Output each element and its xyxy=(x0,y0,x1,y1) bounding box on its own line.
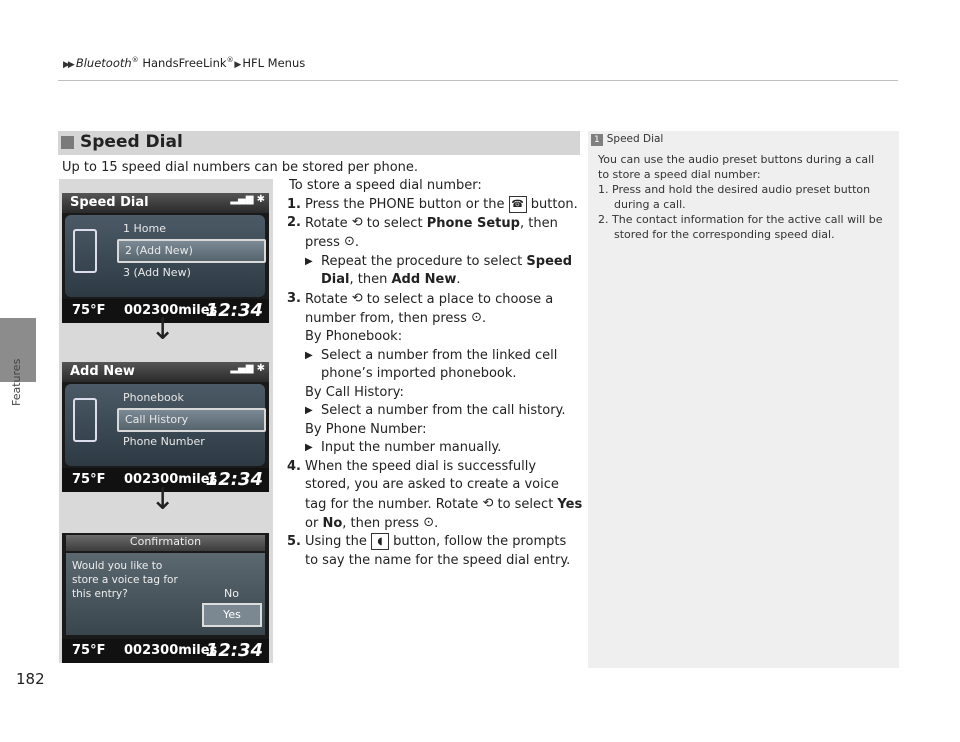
signal-bluetooth-icon: ▂▄▆ ✱ xyxy=(230,363,265,374)
temperature: 75°F xyxy=(72,472,106,487)
section-square-icon xyxy=(61,136,74,149)
temperature: 75°F xyxy=(72,643,106,658)
down-arrow-icon: ↓ xyxy=(150,312,176,347)
steps-lead: To store a speed dial number: xyxy=(289,178,482,193)
breadcrumb-handsfreelink: HandsFreeLink xyxy=(138,56,227,70)
breadcrumb-arrow-icon: ▶▶ xyxy=(63,60,73,70)
temperature: 75°F xyxy=(72,303,106,318)
arrow-icon: ▶ xyxy=(305,442,313,453)
odometer: 002300miles xyxy=(124,643,218,658)
option-no: No xyxy=(224,587,239,600)
phone-icon xyxy=(73,229,97,273)
side-note-item-2: 2. The contact information for the active call will be stored for the corresponding speed dial. xyxy=(598,213,883,241)
step-2-sub: ▶ Repeat the procedure to select Speed Dial, then Add New. xyxy=(305,253,573,287)
down-arrow-icon: ↓ xyxy=(150,482,176,517)
header-divider xyxy=(58,80,898,81)
selector-knob-icon: ⟲ xyxy=(482,495,494,511)
option-call-history-label: By Call History: xyxy=(305,384,404,400)
selector-knob-icon: ⟲ xyxy=(351,290,363,306)
option-phonebook-desc: ▶ Select a number from the linked cell phone’s imported phonebook. xyxy=(305,347,558,381)
list-item-selected: Call History xyxy=(117,408,266,432)
list-item: Phone Number xyxy=(123,435,205,448)
list-item: Phonebook xyxy=(123,391,184,404)
screen-title-bar xyxy=(62,362,269,382)
breadcrumb-bluetooth: Bluetooth xyxy=(75,56,132,70)
clock: 12:34 xyxy=(205,640,263,661)
breadcrumb xyxy=(63,56,305,70)
step-1: 1. Press the PHONE button or the ☎ button. xyxy=(287,196,578,212)
step-4: 4. When the speed dial is successfully stored, you are asked to create a voice tag for the number. Rotate ⟲ to select Yes or No, then press ⊙. xyxy=(287,458,583,531)
add-new-screen xyxy=(62,362,269,492)
option-phone-number-label: By Phone Number: xyxy=(305,421,427,437)
list-item: 3 (Add New) xyxy=(123,266,191,279)
phone-button-icon: ☎ xyxy=(509,196,527,213)
side-note-title: Speed Dial xyxy=(606,133,664,145)
talk-button-icon: ◖ xyxy=(371,533,389,550)
section-heading xyxy=(58,131,580,155)
phone-icon xyxy=(73,398,97,442)
confirmation-screen xyxy=(62,533,269,663)
section-title: Speed Dial xyxy=(80,132,183,152)
option-yes: Yes xyxy=(202,603,262,627)
speed-dial-screen xyxy=(62,193,269,323)
signal-bluetooth-icon: ▂▄▆ ✱ xyxy=(230,194,265,205)
registered-mark: ® xyxy=(131,56,139,65)
list-item-selected: 2 (Add New) xyxy=(117,239,266,263)
screen-list xyxy=(65,215,265,297)
clock: 12:34 xyxy=(205,300,263,321)
breadcrumb-arrow-icon: ▶ xyxy=(233,60,240,70)
press-knob-icon: ⊙ xyxy=(344,234,355,250)
confirmation-title: Confirmation xyxy=(66,535,265,551)
side-note-text: You can use the audio preset buttons during a call to store a speed dial number: xyxy=(598,153,875,181)
option-call-history-desc: ▶ Select a number from the call history. xyxy=(305,402,583,421)
intro-text: Up to 15 speed dial numbers can be stored per phone. xyxy=(62,160,419,175)
list-item: 1 Home xyxy=(123,222,166,235)
option-phone-number-desc: ▶ Input the number manually. xyxy=(305,439,583,458)
chapter-label: Features xyxy=(10,358,23,406)
confirmation-question: Would you like to store a voice tag for this entry? xyxy=(72,560,178,600)
arrow-icon: ▶ xyxy=(305,255,313,267)
step-5: 5. Using the ◖ button, follow the prompts to say the name for the speed dial entry. xyxy=(287,534,571,568)
odometer: 002300miles xyxy=(124,472,218,487)
side-note-panel xyxy=(588,131,899,668)
screen-title: Speed Dial xyxy=(70,195,149,210)
screen-status-bar xyxy=(62,639,269,663)
arrow-icon: ▶ xyxy=(305,405,313,416)
option-phonebook-label: By Phonebook: xyxy=(305,329,403,344)
registered-mark: ® xyxy=(226,56,234,65)
arrow-icon: ▶ xyxy=(305,349,313,361)
procedure-steps xyxy=(287,177,583,570)
side-note-number: 1 xyxy=(591,134,603,146)
step-3: 3. Rotate ⟲ to select a place to choose a number from, then press ⊙. By Phonebook: ▶ Select a number from the linked cell phone’s imported phonebook. By Call History: ▶ Select a number from the call history. By Phone Number: ▶ Input the number manually. xyxy=(287,290,583,458)
screen-list xyxy=(65,384,265,466)
clock: 12:34 xyxy=(205,469,263,490)
odometer: 002300miles xyxy=(124,303,218,318)
page-number: 182 xyxy=(16,670,45,688)
screen-title: Add New xyxy=(70,364,135,379)
selector-knob-icon: ⟲ xyxy=(351,215,363,230)
side-note-item-1: 1. Press and hold the desired audio preset button during a call. xyxy=(598,183,871,211)
press-knob-icon: ⊙ xyxy=(423,514,435,530)
side-note-heading xyxy=(591,133,663,146)
side-note-body xyxy=(598,152,888,242)
step-2: 2. Rotate ⟲ to select Phone Setup, then press ⊙. ▶ Repeat the procedure to select Speed Dial, then Add New. xyxy=(287,214,583,290)
breadcrumb-hfl-menus: HFL Menus xyxy=(242,56,306,70)
screen-title-bar xyxy=(62,193,269,213)
press-knob-icon: ⊙ xyxy=(471,309,482,325)
